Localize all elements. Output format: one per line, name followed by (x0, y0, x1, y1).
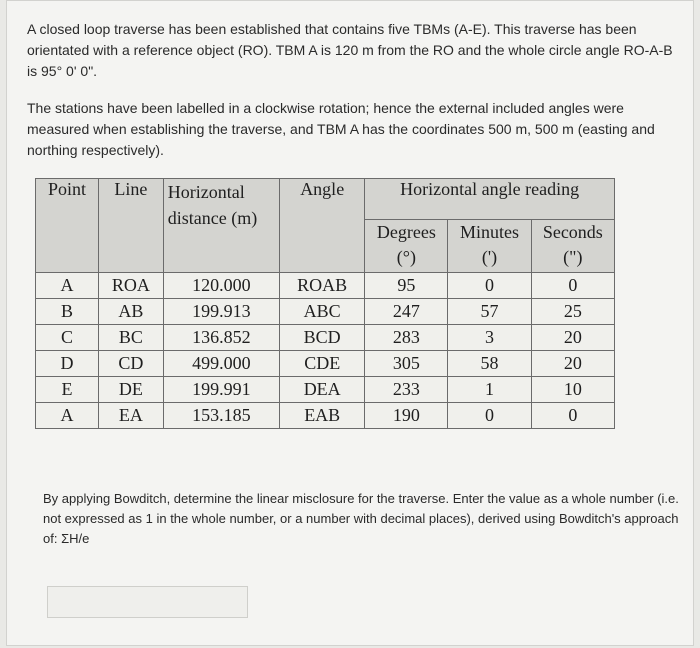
stations-paragraph: The stations have been labelled in a clockwise rotation; hence the external included angles were measured when establishing the traverse, and TBM A has the coordinates 500 m, 500 m (easting and northing respectively). (27, 100, 655, 158)
cell-minutes: 58 (448, 351, 531, 377)
cell-distance: 499.000 (163, 351, 279, 377)
header-degrees (365, 220, 448, 273)
header-angle: Angle (280, 179, 365, 273)
cell-degrees: 247 (365, 299, 448, 325)
header-degrees-label: Degrees (376, 222, 436, 242)
traverse-table (35, 178, 615, 429)
table-row (36, 403, 615, 429)
table-row (36, 325, 615, 351)
table-row (36, 377, 615, 403)
cell-line: CD (99, 351, 164, 377)
header-minutes-label: Minutes (460, 222, 520, 242)
cell-point: E (36, 377, 99, 403)
header-horizontal-distance: Horizontal distance (m) (163, 179, 279, 273)
cell-seconds: 20 (531, 351, 614, 377)
cell-line: AB (99, 299, 164, 325)
cell-line: EA (99, 403, 164, 429)
header-minutes (448, 220, 531, 273)
table-row (36, 273, 615, 299)
cell-degrees: 190 (365, 403, 448, 429)
header-degrees-unit: (°) (396, 247, 416, 267)
header-seconds-label: Seconds (542, 222, 603, 242)
cell-distance: 136.852 (163, 325, 279, 351)
cell-angle: DEA (280, 377, 365, 403)
cell-degrees: 305 (365, 351, 448, 377)
cell-angle: ABC (280, 299, 365, 325)
table-row (36, 299, 615, 325)
header-horizontal-angle-reading: Horizontal angle reading (365, 179, 615, 220)
cell-angle: ROAB (280, 273, 365, 299)
cell-line: BC (99, 325, 164, 351)
cell-angle: EAB (280, 403, 365, 429)
cell-seconds: 10 (531, 377, 614, 403)
cell-minutes: 0 (448, 403, 531, 429)
cell-point: A (36, 273, 99, 299)
cell-degrees: 233 (365, 377, 448, 403)
header-seconds-unit: (") (563, 247, 583, 267)
cell-point: B (36, 299, 99, 325)
cell-distance: 199.913 (163, 299, 279, 325)
header-seconds (531, 220, 614, 273)
cell-minutes: 0 (448, 273, 531, 299)
cell-degrees: 95 (365, 273, 448, 299)
cell-line: DE (99, 377, 164, 403)
cell-point: A (36, 403, 99, 429)
answer-input[interactable] (47, 586, 248, 618)
cell-line: ROA (99, 273, 164, 299)
cell-seconds: 0 (531, 403, 614, 429)
header-minutes-unit: (') (481, 247, 498, 267)
question-paragraph: By applying Bowditch, determine the linear misclosure for the traverse. Enter the value as a whole number (i.e. not expressed as 1 in the whole number, or a number with decimal places), derived using Bowditch's approach of: ΣH/e (43, 491, 679, 546)
cell-distance: 199.991 (163, 377, 279, 403)
cell-degrees: 283 (365, 325, 448, 351)
cell-angle: BCD (280, 325, 365, 351)
cell-distance: 153.185 (163, 403, 279, 429)
cell-distance: 120.000 (163, 273, 279, 299)
cell-minutes: 1 (448, 377, 531, 403)
intro-paragraph: A closed loop traverse has been established that contains five TBMs (A-E). This traverse has been orientated with a reference object (RO). TBM A is 120 m from the RO and the whole circle angle RO-A-B is 95° 0' 0". (27, 21, 673, 79)
cell-minutes: 3 (448, 325, 531, 351)
cell-seconds: 0 (531, 273, 614, 299)
header-point: Point (36, 179, 99, 273)
question-page (6, 0, 694, 646)
cell-angle: CDE (280, 351, 365, 377)
cell-seconds: 20 (531, 325, 614, 351)
cell-minutes: 57 (448, 299, 531, 325)
cell-point: D (36, 351, 99, 377)
cell-point: C (36, 325, 99, 351)
cell-seconds: 25 (531, 299, 614, 325)
table-row (36, 351, 615, 377)
header-line: Line (99, 179, 164, 273)
